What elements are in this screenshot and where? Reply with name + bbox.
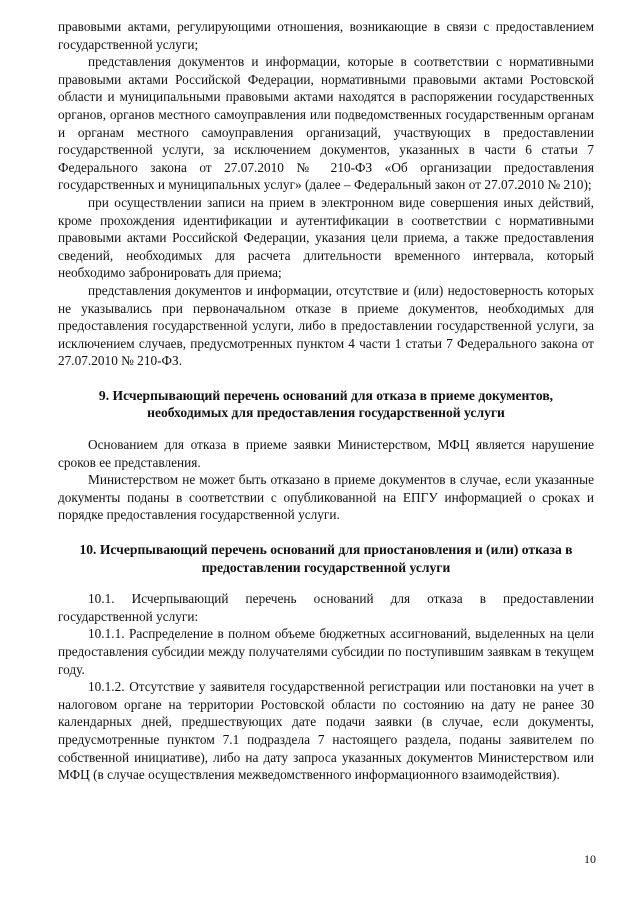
paragraph: представления документов и информации, которые в соответствии с нормативными правовыми актами Российской Федерации, нормативными правовыми актами Ростовской области и муниципальными правовыми актами находятся в распоряжении государственных органов, органов местного самоуправления или подведомственных государственным органам и органам местного самоуправления организаций, участвующих в предоставлении государственной услуги, за исключением документов, указанных в части 6 статьи 7 Федерального закона от 27.07.2010 № 210-ФЗ «Об организации предоставления государственных и муниципальных услуг» (далее – Федеральный закон от 27.07.2010 № 210); bbox=[58, 54, 594, 193]
paragraph: при осуществлении записи на прием в электронном виде совершения иных действий, кроме прохождения идентификации и аутентификации в соответствии с нормативными правовыми актами Российской Федерации, указания цели приема, а также предоставления сведений, необходимых для расчета длительности временного интервала, который необходимо забронировать для приема; bbox=[58, 194, 594, 281]
spacer bbox=[58, 524, 594, 541]
section-9-heading: 9. Исчерпывающий перечень оснований для отказа в приеме документов, необходимых для предоставления государственной услуги bbox=[98, 387, 554, 421]
spacer bbox=[58, 370, 594, 387]
document-page bbox=[58, 18, 594, 784]
paragraph: 10.1. Исчерпывающий перечень оснований для отказа в предоставлении государственной услуги: bbox=[58, 591, 594, 624]
spacer bbox=[58, 422, 594, 436]
paragraph: 10.1.1. Распределение в полном объеме бюджетных ассигнований, выделенных на цели предоставления субсидии между получателями субсидии по поступившим заявкам в текущем году. bbox=[58, 626, 594, 677]
spacer bbox=[58, 576, 594, 590]
paragraph: Министерством не может быть отказано в приеме документов в случае, если указанные документы поданы в соответствии с опубликованной на ЕПГУ информацией о сроках и порядке предоставления государственной услуги. bbox=[58, 472, 594, 523]
paragraph-continuation: правовыми актами, регулирующими отношения, возникающие в связи с предоставлением государственной услуги; bbox=[58, 19, 594, 52]
paragraph: 10.1.2. Отсутствие у заявителя государственной регистрации или постановки на учет в налоговом органе на территории Ростовской области по состоянию на дату не ранее 30 календарных дней, предшествующих дате подачи заявки (в случае, если документы, предусмотренные пунктом 7.1 подраздела 7 настоящего раздела, поданы заявителем по собственной инициативе), либо на дату запроса указанных документов Министерством или МФЦ (в случае осуществления межведомственного информационного взаимодействия). bbox=[58, 679, 594, 783]
page-number: 10 bbox=[584, 852, 596, 866]
paragraph: Основанием для отказа в приеме заявки Министерством, МФЦ является нарушение сроков ее представления. bbox=[58, 437, 594, 470]
paragraph: представления документов и информации, отсутствие и (или) недостоверность которых не указывались при первоначальном отказе в приеме документов, необходимых для предоставления государственной услуги, либо в предоставлении государственной услуги, за исключением случаев, предусмотренных пунктом 4 части 1 статьи 7 Федерального закона от 27.07.2010 № 210-ФЗ. bbox=[58, 282, 594, 369]
section-10-heading: 10. Исчерпывающий перечень оснований для приостановления и (или) отказа в предоставлении государственной услуги bbox=[79, 542, 573, 575]
